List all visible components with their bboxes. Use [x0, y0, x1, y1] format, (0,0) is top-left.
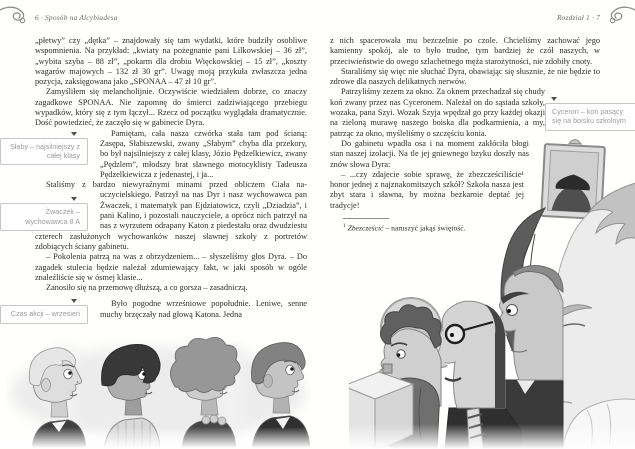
paragraph-text: Pamiętam, cała nasza czwórka stała tam pod ścianą: Zasępa, Słabiszewski, zwany „Słabym” chyba dla przekory, bo był najsilniejszy z całej klasy, Józio Pędzelkiewicz, zwany „Pędzlem”, młodszy brat sławnego motocyklisty Tadeusza Pędzelkiewicza z jedenastej, i ja... [100, 128, 307, 179]
paragraph: z nich spacerowała mu bezczelnie po czole. Chcieliśmy zachować jego kamienny spokój, ale to było trudne, tym bardziej że czół naszych, w przeciwieństwie do owego szlachetnego męża starożytności, nie zdobiły cnoty. [330, 36, 600, 66]
margin-note-float [0, 299, 88, 320]
paragraph: Zamyśliłem się melancholijnie. Oczywiście wiedziałem dobrze, co znaczy zagadkowe SPONAA. Nie zapomnę do śmierci zadziwiającego przebiegu wypadków, który się z tym łączył... Rzecz od początku wyglądała dramatycznie. Dość powiedzieć, że zaczęło się w gabinecie Dyra. [35, 87, 307, 128]
paragraph: – Pokolenia patrzą na was z obrzydzeniem... – słyszeliśmy głos Dyra. – Do zagadek stulecia będzie należał zdumiewający fakt, w jaki sposób w ogóle znaleźliście się w ósmej klasie... [35, 252, 307, 282]
margin-note-zwaczek: Żwaczek – wychowawca 8 A [0, 203, 88, 231]
corner-flourish-icon [0, 3, 40, 29]
margin-note-float [0, 129, 88, 171]
footnote-definition: – naruszyć jakąś świętość. [383, 223, 466, 233]
footnote-marker: 1 [343, 223, 346, 230]
paragraph: Patrzyliśmy zezem za okno. Za oknem przechadzał się chudy koń zwany przez nas Cyceronem. Należał on do sąsiada szkoły, wozaka, pana Szyi. Wozak Szyja wpędzał go przy każdej okazji na zieloną murawę naszego boiska dla podkarmienia, a my, patrząc za okno, myśleliśmy o szczęściu konia. [330, 87, 545, 138]
paragraph [10, 299, 307, 320]
running-head-right: Rozdział 1 · 7 [556, 13, 600, 22]
paragraph [10, 128, 307, 180]
footnote-term: Zbezcześcić [347, 223, 384, 233]
paragraph: Zanosiło się na przemowę dłuższą, a co gorsza – zasadniczą. [46, 283, 248, 293]
paragraph: Staraliśmy się więc nie słuchać Dyra, obawiając się słusznie, że nie będzie to zdrowe dla naszych delikatnych nerwów. [330, 66, 600, 87]
footnote [330, 218, 515, 233]
note-pointer-icon [71, 197, 77, 201]
corner-flourish-icon [595, 3, 635, 29]
margin-note-float [0, 190, 88, 226]
footnote-text [330, 222, 515, 233]
running-head-left: 6 · Sposób na Alcybiadesa [35, 13, 118, 22]
paragraph [25, 190, 307, 252]
paragraph: „płetwy” czy „dętka” – znajdowały się tam wydatki, które budziły osobliwe wspomnienia. Na przykład: „kwiaty na pożegnanie pani Lilkowskiej – 36 zł”, „wybita szyba – 88 zł”, „pokarm dla drobiu Więckowskiej – 15 zł”, „koszty wagarów majowych – 132 zł 30 gr”. Uwagę moją przykuła zwłaszcza jedna pozycja, zaksięgowana jako „SPONAA – 47 zł 10 gr”. [35, 36, 307, 87]
margin-note-cyceron-wrap [545, 97, 635, 131]
note-pointer-icon [551, 97, 557, 101]
paragraph-line: Staliśmy z bardzo niewyraźnymi minami przed obliczem Ciała na- [46, 180, 307, 190]
note-pointer-icon [71, 132, 77, 136]
right-text-column [330, 36, 600, 233]
boys-illustration [6, 331, 310, 448]
left-text-column [10, 36, 307, 320]
margin-note-slaby: Słaby – najsilniejszy z całej klasy [0, 138, 88, 166]
paragraph: – ...czy zdajecie sobie sprawę, że zbezcześciliście¹ honor jednej z najznakomitszych szkół? Szkoła nasza jest zbyt stara i sławna, by można bezkarnie deptać jej tradycje! [330, 169, 524, 210]
margin-note-cyceron: Cyceron – koń pasący się na boisku szkolnym [545, 103, 635, 131]
paragraph-text: uczycielskiego. Patrzył na nas Dyr i nasz wychowawca pan Żwaczek, i matematyk pan Ejdziatowicz, czyli „Dziadzia”, i pani Kalino, i pozostali nauczyciele, a oprócz nich patrzył na nas z wyrzutem odrapany Katon z piedestału oraz dwudziestu czterech zasłużonych wychowanków naszej sławnej szkoły z portretów zdobiących ściany gabinetu. [35, 190, 307, 251]
paragraph-text: Było pogodne wrześniowe popołudnie. Leniwe, senne muchy brzęczały nad głową Katona. Jedna [100, 299, 307, 319]
note-pointer-icon [71, 299, 77, 303]
right-page [317, 0, 635, 449]
margin-note-czas: Czas akcji – wrzesień [0, 305, 88, 323]
paragraph: Do gabinetu wpadła osa i na moment zakłóciła błogi stan naszej izolacji. Na tle jej gniewnego bzyku doszły nas znów słowa Dyra: [330, 138, 529, 169]
left-page [0, 0, 317, 449]
footnote-rule [343, 218, 389, 219]
